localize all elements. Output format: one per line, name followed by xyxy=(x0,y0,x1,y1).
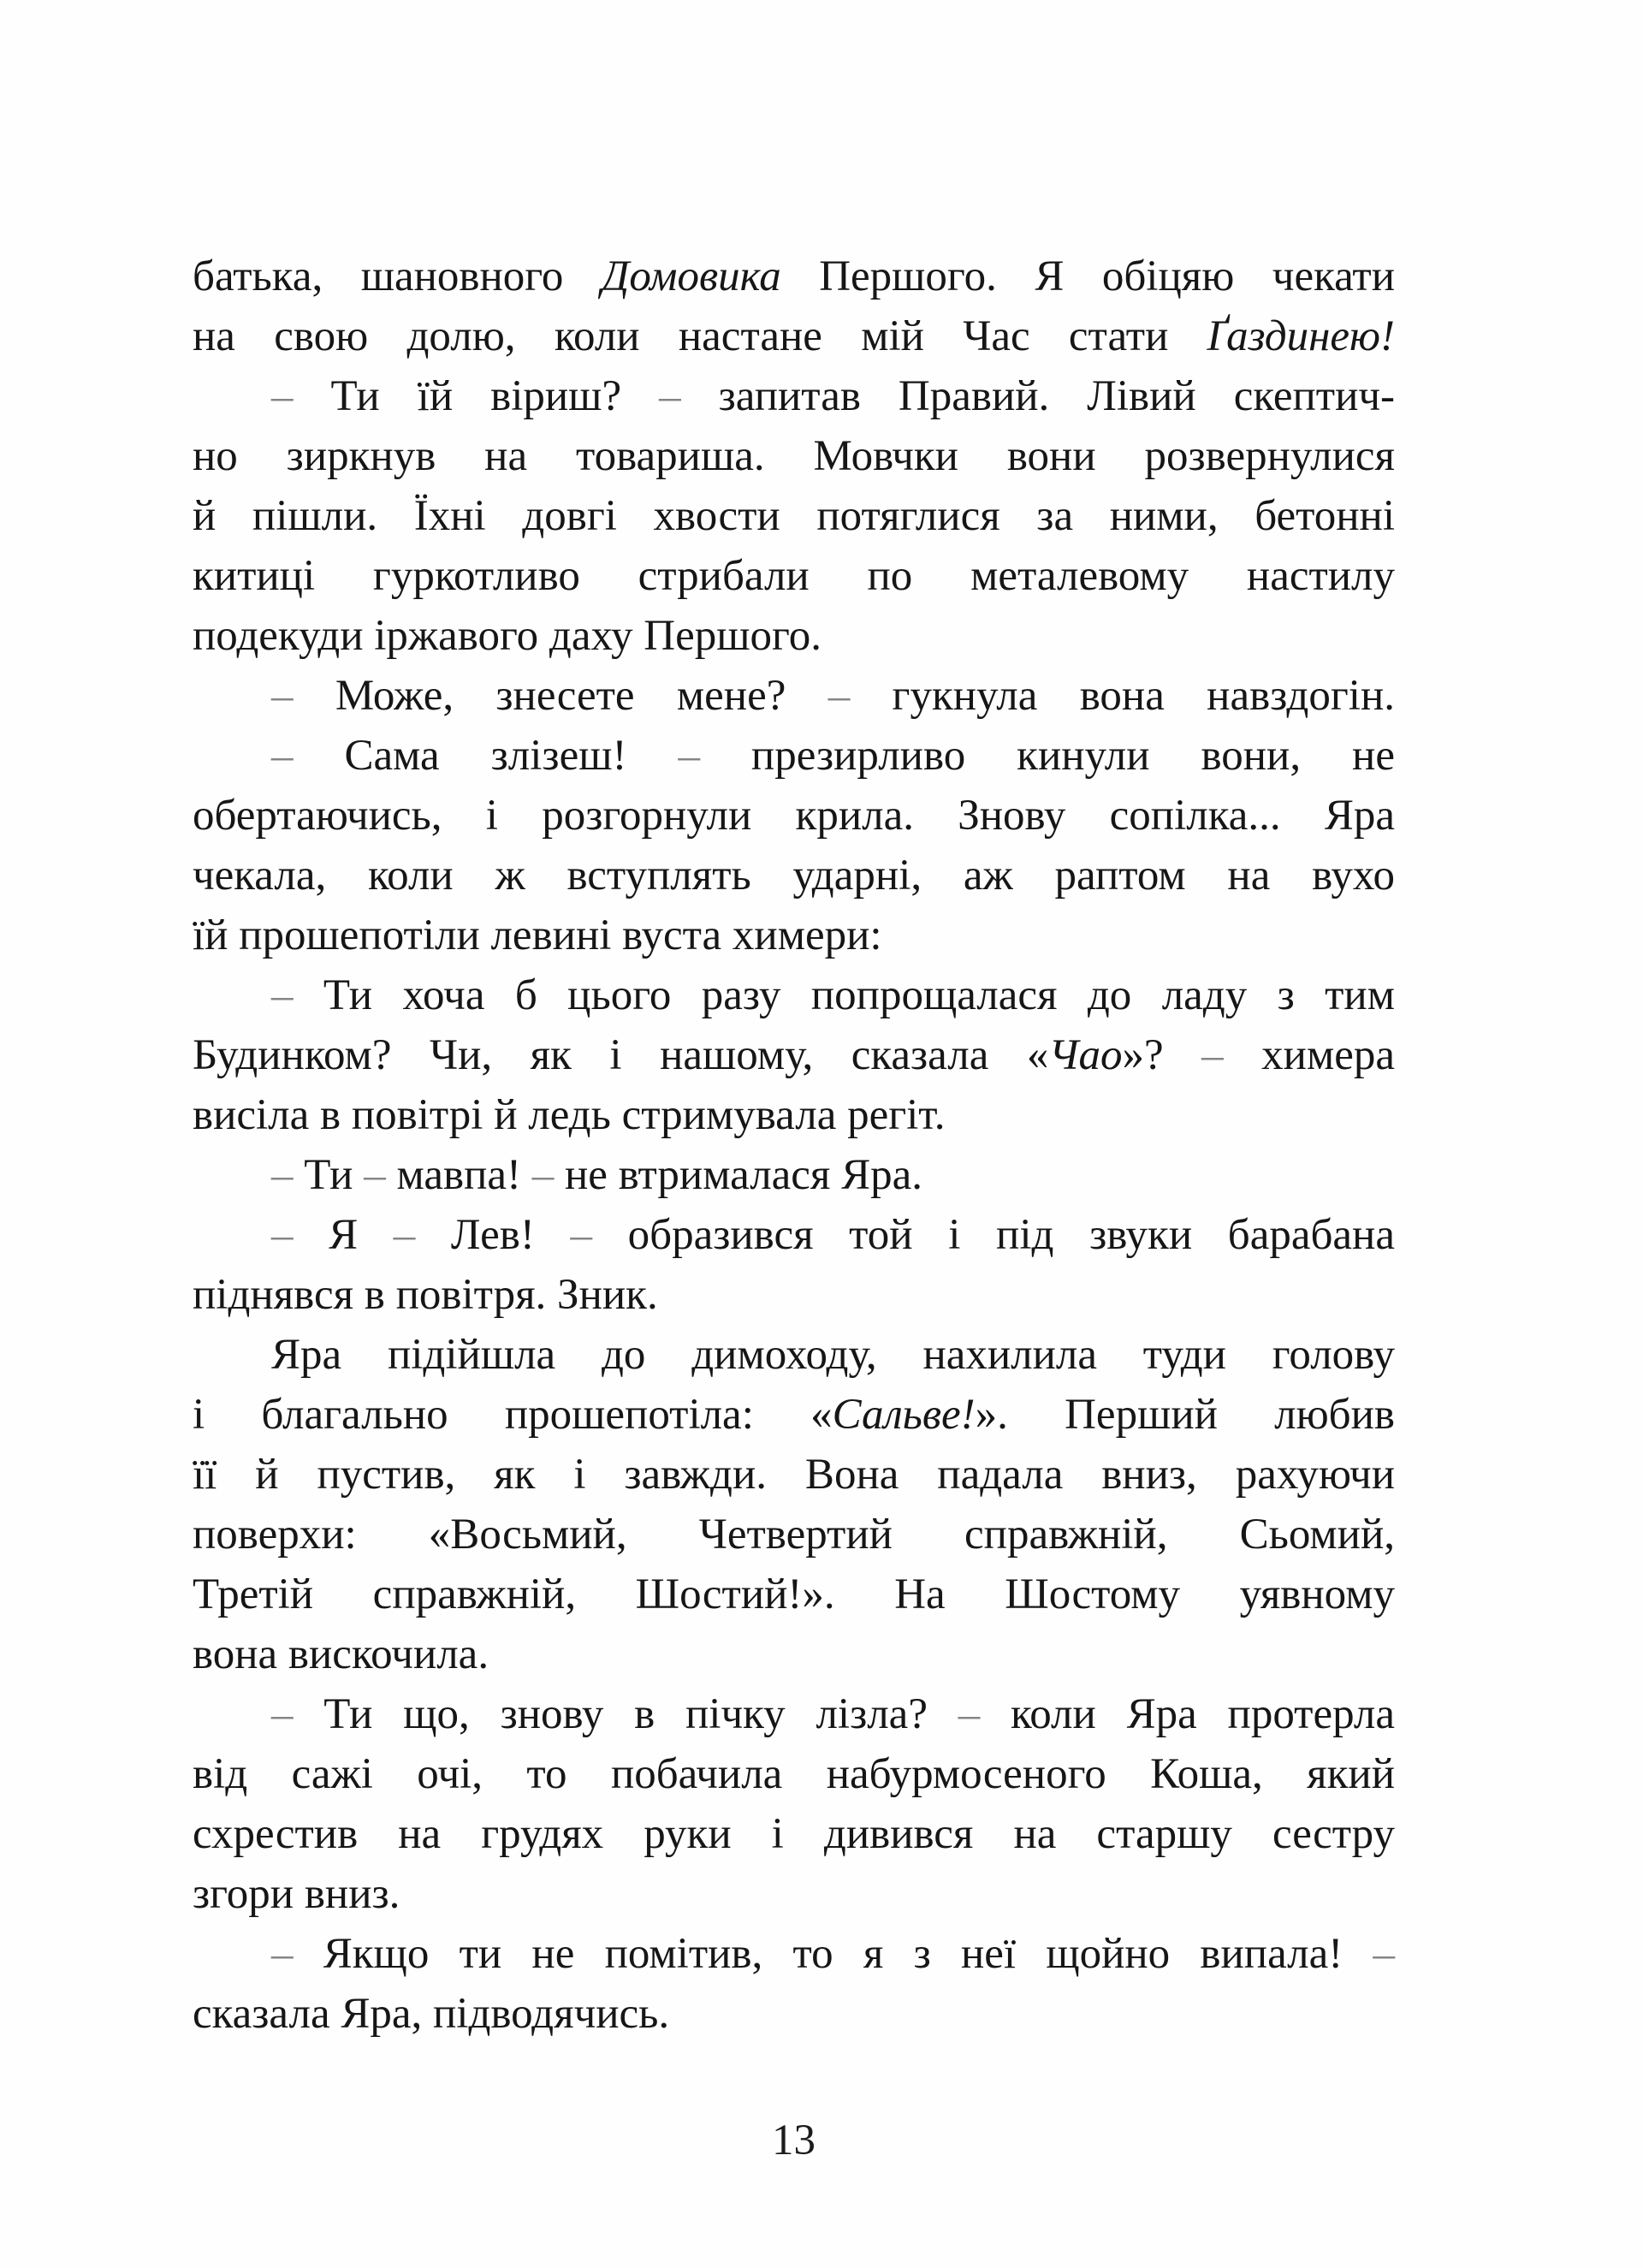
text-segment: коли Яра протерла xyxy=(980,1690,1395,1738)
dash-glyph: – xyxy=(271,1690,294,1738)
text-segment: »? xyxy=(1122,1031,1202,1079)
text-segment: висіла в повітрі й ледь стримувала регіт. xyxy=(193,1091,946,1139)
italic-text-segment: Сальве! xyxy=(832,1391,976,1439)
text-segment: Ти xyxy=(293,1151,365,1199)
text-segment: Першого. Я обіцяю чекати xyxy=(780,252,1395,300)
text-segment: і благально прошепотіла: « xyxy=(193,1391,833,1439)
italic-text-segment: Чао xyxy=(1048,1031,1123,1079)
text-line xyxy=(193,1085,1395,1145)
text-line xyxy=(193,1205,1395,1265)
text-segment: батька, шановного xyxy=(193,252,602,300)
italic-text-segment: Ґаздинею! xyxy=(1207,312,1395,360)
dash-glyph: – xyxy=(364,1151,386,1199)
text-segment: обертаючись, і розгорнули крила. Знову сопілка... Яра xyxy=(193,792,1395,840)
dash-glyph: – xyxy=(827,672,851,720)
text-segment: подекуди іржавого даху Першого. xyxy=(193,612,822,660)
page-text xyxy=(193,246,1395,2044)
text-line xyxy=(193,306,1395,366)
text-segment: химера xyxy=(1223,1031,1396,1079)
text-segment: Ти їй віриш? xyxy=(293,372,660,420)
dash-glyph: – xyxy=(271,1930,294,1978)
text-segment: Ти що, знову в пічку лізла? xyxy=(293,1690,958,1738)
text-line xyxy=(193,786,1395,846)
dash-glyph: – xyxy=(271,672,294,720)
dash-glyph: – xyxy=(678,732,700,780)
text-line xyxy=(193,486,1395,546)
text-line xyxy=(193,1864,1395,1924)
text-segment: Третій справжній, Шостий!». На Шостому уявному xyxy=(193,1570,1395,1618)
text-line xyxy=(193,1924,1395,1984)
text-segment: Сама злізеш! xyxy=(293,732,679,780)
text-line xyxy=(193,846,1395,905)
text-line xyxy=(193,546,1395,606)
text-line xyxy=(193,1145,1395,1205)
italic-text-segment: Домовика xyxy=(601,252,781,300)
dash-glyph: – xyxy=(1201,1031,1224,1079)
text-segment: сказала Яра, підводячись. xyxy=(193,1990,670,2038)
text-segment: піднявся в повітря. Зник. xyxy=(193,1271,658,1319)
text-segment: ». Перший любив xyxy=(975,1391,1395,1439)
text-line xyxy=(193,366,1395,426)
text-segment: но зиркнув на товариша. Мовчки вони розвернулися xyxy=(193,432,1395,480)
text-segment: їй прошепотіли левині вуста химери: xyxy=(193,911,882,959)
text-line xyxy=(193,1385,1395,1445)
dash-glyph: – xyxy=(271,1151,294,1199)
text-line xyxy=(193,965,1395,1025)
text-line xyxy=(193,1325,1395,1385)
text-line xyxy=(193,1564,1395,1624)
text-line xyxy=(193,1744,1395,1804)
text-line xyxy=(193,1804,1395,1864)
dash-glyph: – xyxy=(570,1211,593,1259)
text-segment: запитав Правий. Лівий скептич- xyxy=(680,372,1396,420)
text-line xyxy=(193,905,1395,965)
text-line xyxy=(193,1624,1395,1684)
dash-glyph: – xyxy=(271,1211,294,1259)
text-segment: вона вискочила. xyxy=(193,1630,489,1678)
text-segment: Лев! xyxy=(415,1211,571,1259)
text-segment: не втрималася Яра. xyxy=(554,1151,923,1199)
text-segment: гукнула вона навздогін. xyxy=(850,672,1395,720)
dash-glyph: – xyxy=(659,372,681,420)
text-segment: Яра підійшла до димоходу, нахилила туди голову xyxy=(271,1331,1395,1379)
page-number: 13 xyxy=(772,2117,816,2164)
text-segment: Може, знесете мене? xyxy=(293,672,828,720)
text-segment: на свою долю, коли настане мій Час стати xyxy=(193,312,1207,360)
text-line xyxy=(193,246,1395,306)
text-line xyxy=(193,606,1395,666)
text-segment: мавпа! xyxy=(385,1151,532,1199)
dash-glyph: – xyxy=(531,1151,555,1199)
text-line xyxy=(193,726,1395,786)
text-line xyxy=(193,1684,1395,1744)
dash-glyph: – xyxy=(393,1211,416,1259)
dash-glyph: – xyxy=(958,1690,981,1738)
text-line xyxy=(193,1025,1395,1085)
text-line xyxy=(193,1505,1395,1564)
text-segment: поверхи: «Восьмий, Четвертий справжній, Сьомий, xyxy=(193,1511,1395,1559)
text-segment: й пішли. Їхні довгі хвости потяглися за ними, бетонні xyxy=(193,492,1395,540)
dash-glyph: – xyxy=(271,971,294,1019)
text-segment: презирливо кинули вони, не xyxy=(699,732,1395,780)
dash-glyph: – xyxy=(271,372,294,420)
text-line xyxy=(193,1265,1395,1325)
text-segment: її й пустив, як і завжди. Вона падала вниз, рахуючи xyxy=(193,1451,1395,1499)
text-segment: Будинком? Чи, як і нашому, сказала « xyxy=(193,1031,1049,1079)
text-line xyxy=(193,1445,1395,1505)
text-segment: Я xyxy=(293,1211,394,1259)
text-segment: образився той і під звуки барабана xyxy=(592,1211,1395,1259)
text-line xyxy=(193,1984,1395,2044)
text-segment: китиці гуркотливо стрибали по металевому настилу xyxy=(193,552,1395,600)
text-segment: згори вниз. xyxy=(193,1870,400,1918)
text-segment: Ти хоча б цього разу попрощалася до ладу з тим xyxy=(293,971,1395,1019)
dash-glyph: – xyxy=(271,732,294,780)
text-line xyxy=(193,426,1395,486)
dash-glyph: – xyxy=(1373,1930,1395,1978)
text-segment: Якщо ти не помітив, то я з неї щойно випала! xyxy=(293,1930,1373,1978)
text-segment: чекала, коли ж вступлять ударні, аж раптом на вухо xyxy=(193,852,1395,899)
text-segment: схрестив на грудях руки і дивився на старшу сестру xyxy=(193,1810,1395,1858)
text-segment: від сажі очі, то побачила набурмосеного Коша, який xyxy=(193,1750,1395,1798)
text-line xyxy=(193,666,1395,726)
